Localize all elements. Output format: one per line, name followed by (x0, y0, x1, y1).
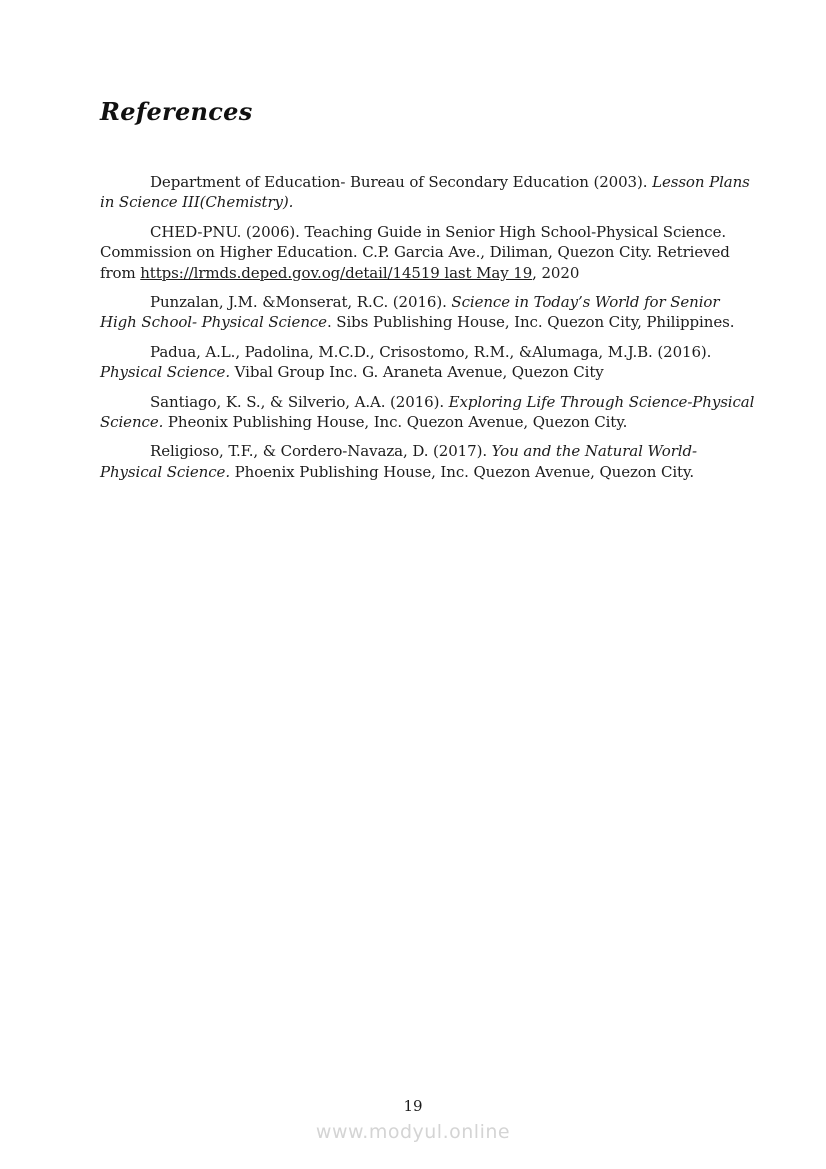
reference-entry (100, 172, 760, 213)
reference-text-run: Science in Today’s World for Senior (451, 293, 720, 312)
page-title: References (100, 97, 253, 126)
reference-text-run: Exploring Life Through Science-Physical (448, 392, 755, 411)
reference-entry (100, 441, 760, 482)
reference-text-run: Pheonix Publishing House, Inc. Quezon Avenue, Quezon City. (163, 413, 628, 432)
reference-entry (100, 392, 760, 433)
reference-line (100, 342, 760, 362)
reference-text-run: in Science III(Chemistry). (100, 193, 294, 212)
reference-text-run: You and the Natural World- (491, 442, 697, 461)
reference-line (100, 462, 760, 482)
reference-line (100, 392, 760, 412)
reference-line (100, 172, 760, 192)
reference-text-run: Vibal Group Inc. G. Araneta Avenue, Quezon City (230, 363, 604, 382)
reference-line (100, 292, 760, 312)
page-content (100, 96, 760, 491)
watermark-text: www.modyul.online (315, 1121, 511, 1143)
reference-text-run: Physical Science. (100, 363, 230, 382)
reference-text-run: CHED-PNU. (2006). Teaching Guide in Senior High School-Physical Science. (150, 222, 727, 241)
reference-line (100, 312, 760, 332)
reference-text-run: Phoenix Publishing House, Inc. Quezon Avenue, Quezon City. (230, 462, 695, 481)
reference-line (100, 192, 760, 212)
reference-entry (100, 292, 760, 333)
page-number: 19 (403, 1097, 423, 1115)
reference-text-run: . Sibs Publishing House, Inc. Quezon City, Philippines. (326, 313, 735, 332)
reference-text-run: Science. (100, 413, 164, 432)
reference-text-run: Commission on Higher Education. C.P. Garcia Ave., Diliman, Quezon City. Retrieved (100, 243, 730, 262)
reference-text-run: Religioso, T.F., & Cordero-Navaza, D. (2017). (150, 442, 492, 461)
reference-text-run: Padua, A.L., Padolina, M.C.D., Crisostomo, R.M., &Alumaga, M.J.B. (2016). (150, 342, 712, 361)
reference-text-run: Punzalan, J.M. &Monserat, R.C. (2016). (150, 293, 452, 312)
reference-entry (100, 342, 760, 383)
reference-line (100, 222, 760, 242)
reference-text-run: Santiago, K. S., & Silverio, A.A. (2016). (150, 392, 449, 411)
reference-text-run: from (100, 263, 141, 282)
reference-link[interactable]: https://lrmds.deped.gov.og/detail/14519 last May 19 (140, 263, 533, 282)
reference-text-run: High School- Physical Science (100, 313, 327, 332)
reference-line (100, 242, 760, 262)
reference-line (100, 362, 760, 382)
reference-text-run: Lesson Plans (652, 173, 750, 191)
reference-text-run: , 2020 (532, 263, 580, 282)
reference-text-run: Department of Education- Bureau of Secondary Education (2003). (150, 173, 653, 191)
reference-line (100, 412, 760, 432)
reference-line (100, 441, 760, 461)
references-list (100, 172, 760, 482)
reference-line (100, 263, 760, 283)
reference-entry (100, 222, 760, 283)
reference-text-run: Physical Science. (100, 462, 230, 481)
